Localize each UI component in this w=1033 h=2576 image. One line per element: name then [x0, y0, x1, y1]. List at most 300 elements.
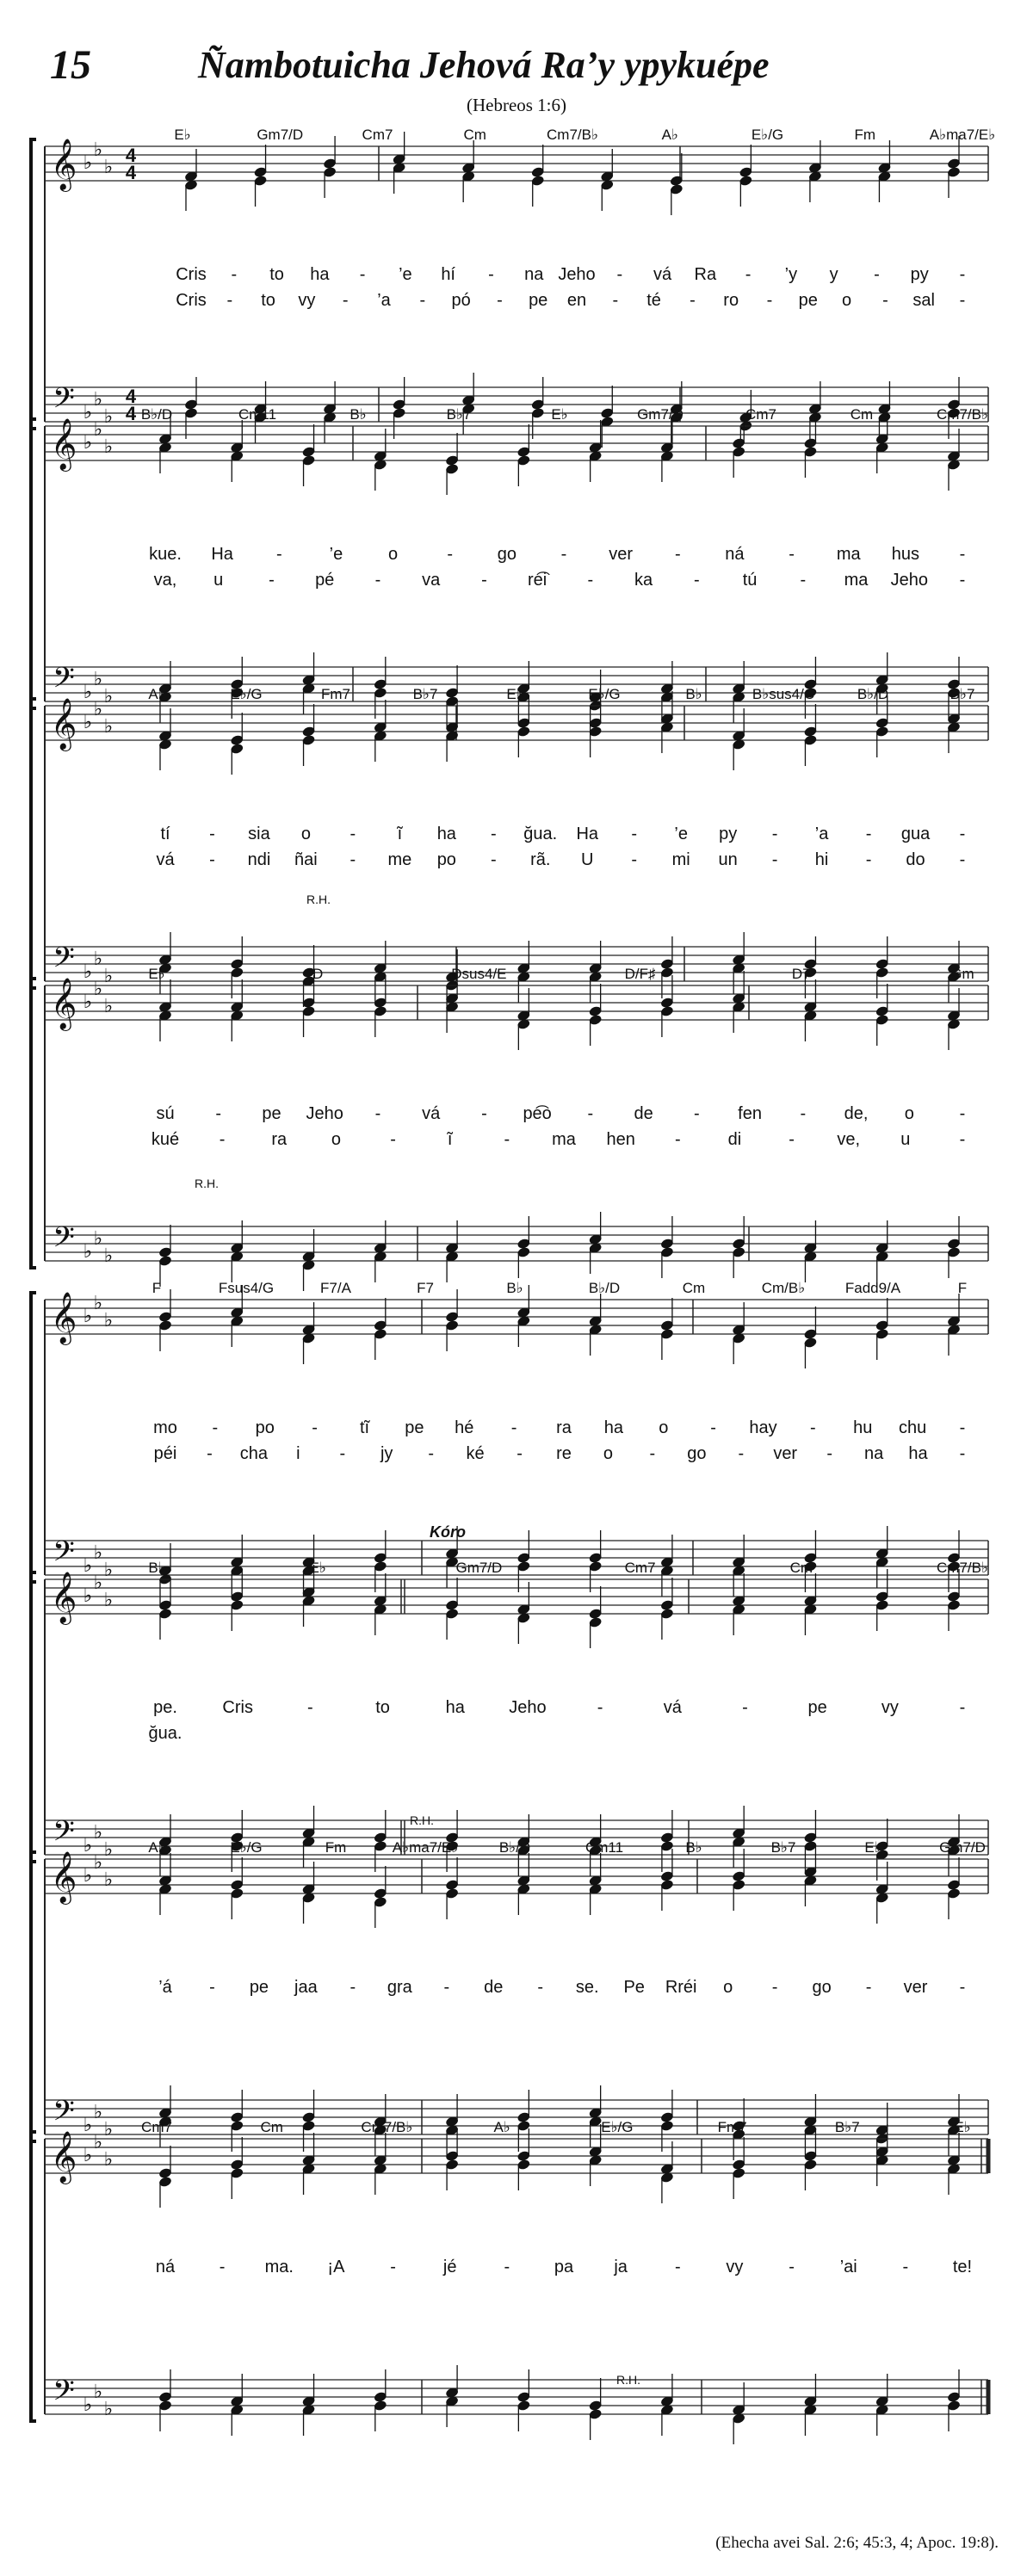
chord-symbol: D/F♯	[624, 966, 656, 982]
key-signature-flat-icon: ♭	[93, 388, 103, 410]
key-signature-flat-icon: ♭	[83, 151, 93, 173]
lyric-syllable: vá	[422, 1104, 441, 1123]
lyric-syllable: Jeho	[306, 1104, 343, 1123]
lyric-syllable: pe	[405, 1418, 424, 1437]
lyric-syllable: ha	[603, 1418, 623, 1437]
lyric-syllable: -	[342, 291, 349, 310]
lyric-syllable: re	[556, 1444, 572, 1463]
lyric-syllable: ’a	[377, 291, 391, 310]
key-signature-flat-icon: ♭	[103, 1245, 114, 1266]
lyric-syllable: te!	[952, 2258, 973, 2276]
key-signature-flat-icon: ♭	[83, 401, 93, 423]
system-7	[31, 1844, 988, 2165]
key-signature-flat-icon: ♭	[83, 1554, 93, 1576]
lyric-syllable: ğua.	[148, 1724, 182, 1743]
lyric-syllable: hay	[749, 1418, 777, 1437]
lyric-syllable: sú	[156, 1104, 175, 1123]
key-signature-flat-icon: ♭	[83, 711, 93, 732]
lyric-syllable: -	[390, 1130, 396, 1149]
lyric-syllable: o	[331, 1130, 341, 1149]
chord-symbol: Fm	[854, 127, 876, 143]
chord-symbol: Cm	[463, 127, 486, 143]
lyric-syllable: to	[261, 291, 275, 310]
time-signature-bottom: 4	[125, 403, 137, 424]
lyric-syllable: -	[212, 1418, 219, 1437]
lyric-syllable: ğua.	[523, 825, 558, 843]
chord-symbol: Cm11	[238, 406, 277, 423]
chord-symbol: B♭	[349, 406, 367, 423]
lyric-syllable: -	[481, 571, 487, 590]
lyric-syllable: un	[718, 850, 738, 869]
lyric-syllable: -	[959, 1104, 966, 1123]
lyric-syllable: pe	[529, 291, 548, 310]
lyric-syllable: o	[300, 825, 311, 843]
chord-symbol: B♭	[685, 1839, 702, 1856]
lyric-syllable: -	[339, 1444, 346, 1463]
key-signature-flat-icon: ♭	[103, 1309, 114, 1331]
key-signature-flat-icon: ♭	[83, 2144, 93, 2165]
lyric-syllable: Ha	[576, 825, 599, 843]
lyric-syllable: vá	[156, 850, 175, 869]
bass-clef-icon: 𝄢	[53, 2375, 75, 2413]
lyric-syllable: Jeho	[509, 1698, 547, 1717]
lyric-syllable: di	[727, 1130, 742, 1149]
lyric-syllable: ndi	[247, 850, 271, 869]
chord-symbol: Cm	[682, 1280, 706, 1296]
lyric-syllable: -	[209, 850, 215, 869]
lyric-syllable: péi	[153, 1444, 177, 1463]
lyric-syllable: -	[587, 571, 594, 590]
lyric-syllable: -	[800, 571, 807, 590]
lyric-syllable: tí	[160, 825, 170, 843]
lyric-syllable: ’e	[674, 825, 688, 843]
lyric-syllable: o	[842, 291, 852, 310]
lyric-syllable: ¡A	[327, 2258, 345, 2276]
lyric-syllable: -	[275, 545, 282, 564]
lyric-syllable: -	[447, 545, 454, 564]
lyric-syllable: -	[616, 265, 623, 284]
lyric-syllable: u	[213, 571, 224, 590]
key-signature-flat-icon: ♭	[83, 681, 93, 702]
lyric-syllable: de	[634, 1104, 653, 1123]
chord-symbol: D	[312, 966, 324, 982]
hymn-title: Ñambotuicha Jehová Ra’y ypykuépe	[198, 44, 770, 86]
lyric-syllable: -	[490, 850, 497, 869]
chord-symbol: Cm7/B♭	[937, 1560, 988, 1576]
chord-symbol: E♭/G	[230, 1839, 263, 1856]
key-signature-flat-icon: ♭	[103, 1559, 114, 1580]
hymn-number: 15	[50, 42, 91, 88]
lyric-syllable: ha	[310, 265, 330, 284]
lyric-syllable: -	[742, 1698, 748, 1717]
chord-symbol: Gm7/D	[455, 1560, 503, 1576]
lyric-syllable: jaa	[294, 1978, 318, 1997]
chord-symbol: E♭/G	[751, 127, 784, 143]
lyric-syllable: pe͡o	[523, 1104, 552, 1123]
lyric-syllable: -	[826, 1444, 833, 1463]
chord-symbol: A♭	[661, 127, 678, 143]
key-signature-flat-icon: ♭	[83, 1305, 93, 1326]
chord-symbol: B♭7	[770, 1839, 796, 1856]
lyric-syllable: -	[587, 1104, 594, 1123]
lyric-syllable: i	[296, 1444, 300, 1463]
lyric-syllable: -	[865, 1978, 872, 1997]
key-signature-flat-icon: ♭	[83, 991, 93, 1012]
key-signature-flat-icon: ♭	[103, 2118, 114, 2140]
chord-symbol: A♭	[148, 686, 165, 702]
bass-clef-icon: 𝄢	[53, 942, 75, 980]
key-signature-flat-icon: ♭	[103, 1869, 114, 1890]
lyric-syllable: po	[436, 850, 456, 869]
lyric-syllable: -	[693, 571, 700, 590]
chord-symbol: E♭	[506, 686, 523, 702]
lyric-syllable: -	[800, 1104, 807, 1123]
lyric-syllable: Cris	[176, 291, 207, 310]
lyric-syllable: en	[566, 291, 587, 310]
chord-symbol: E♭	[148, 966, 165, 982]
lyric-syllable: de,	[844, 1104, 869, 1123]
lyric-syllable: -	[959, 1444, 966, 1463]
chord-symbol: E♭/G	[230, 686, 263, 702]
lyric-syllable: me	[387, 850, 412, 869]
lyric-syllable: -	[865, 825, 872, 843]
chord-symbol: E♭/G	[588, 686, 621, 702]
lyric-syllable: -	[745, 265, 752, 284]
lyric-syllable: Jeho	[558, 265, 596, 284]
right-hand-marking: R.H.	[616, 2373, 640, 2387]
lyric-syllable: ver	[903, 1978, 928, 1997]
lyric-syllable: ná	[155, 2258, 176, 2276]
lyric-syllable: Cris	[176, 265, 207, 284]
lyric-syllable: ver	[609, 545, 634, 564]
chord-symbol: B♭	[148, 1560, 165, 1576]
chord-symbol: F7/A	[320, 1280, 351, 1296]
bass-clef-icon: 𝄢	[53, 663, 75, 701]
lyric-syllable: -	[443, 1978, 450, 1997]
lyric-syllable: o	[388, 545, 399, 564]
lyric-syllable: pe	[798, 291, 818, 310]
key-signature-flat-icon: ♭	[83, 961, 93, 982]
lyric-syllable: o	[659, 1418, 669, 1437]
lyric-syllable: -	[490, 825, 497, 843]
lyric-syllable: pe	[262, 1104, 281, 1123]
lyric-syllable: -	[959, 1418, 966, 1437]
lyric-syllable: -	[349, 1978, 356, 1997]
chord-symbol: B♭sus4/C	[752, 686, 815, 702]
lyric-syllable: -	[959, 291, 966, 310]
chord-symbol: E♭/G	[601, 2119, 634, 2135]
system-bracket	[31, 2132, 36, 2421]
lyric-syllable: ma	[836, 545, 861, 564]
lyric-syllable: na	[524, 265, 544, 284]
lyric-syllable: hu	[853, 1418, 873, 1437]
system-bracket	[31, 979, 36, 1268]
lyric-syllable: jy	[380, 1444, 393, 1463]
chord-symbol: Gm7/D	[637, 406, 684, 423]
lyric-syllable: -	[959, 850, 966, 869]
chord-symbol: B♭/D	[498, 1839, 531, 1856]
lyric-syllable: -	[959, 1130, 966, 1149]
lyric-syllable: U	[581, 850, 594, 869]
system-bracket	[31, 139, 36, 429]
lyric-syllable: hus	[891, 545, 919, 564]
lyric-syllable: Jeho	[890, 571, 928, 590]
lyric-syllable: -	[612, 291, 619, 310]
key-signature-flat-icon: ♭	[93, 668, 103, 689]
right-hand-marking: R.H.	[195, 1177, 219, 1190]
chord-symbol: B♭7	[834, 2119, 860, 2135]
chord-symbol: B♭	[685, 686, 702, 702]
chord-symbol: Cm7/B♭	[937, 406, 988, 423]
lyric-syllable: to	[269, 265, 284, 284]
lyric-syllable: -	[504, 2258, 510, 2276]
system-bracket	[31, 699, 36, 988]
chord-symbol: Fadd9/A	[844, 1280, 901, 1296]
chord-symbol: Gm	[950, 966, 974, 982]
chord-symbol: Fm	[325, 1839, 347, 1856]
lyric-syllable: go	[812, 1978, 832, 1997]
key-signature-flat-icon: ♭	[93, 948, 103, 969]
lyric-syllable: -	[789, 2258, 795, 2276]
chord-symbol: Fm7	[321, 686, 350, 702]
lyric-syllable: -	[219, 2258, 226, 2276]
chord-symbol: A♭ma7/E♭	[392, 1839, 459, 1856]
scripture-reference: (Hebreos 1:6)	[466, 95, 567, 115]
lyric-syllable: -	[959, 1978, 966, 1997]
key-signature-flat-icon: ♭	[93, 1851, 103, 1873]
lyric-syllable: ’á	[158, 1978, 172, 1997]
key-signature-flat-icon: ♭	[103, 1589, 114, 1610]
treble-clef-icon: 𝄞	[50, 979, 77, 1029]
lyric-syllable: Rréi	[665, 1978, 697, 1997]
lyric-syllable: de	[484, 1978, 504, 1997]
lyric-syllable: vy	[298, 291, 316, 310]
chord-symbol: F	[152, 1280, 162, 1296]
lyric-syllable: -	[374, 1104, 381, 1123]
lyric-syllable: jé	[442, 2258, 457, 2276]
chord-symbol: Fm7	[717, 2119, 747, 2135]
lyric-syllable: hé	[455, 1418, 474, 1437]
lyric-syllable: tĩ	[359, 1418, 370, 1437]
chord-symbol: Cm/B♭	[761, 1280, 806, 1296]
lyric-syllable: ja	[614, 2258, 628, 2276]
lyric-syllable: -	[874, 265, 880, 284]
lyric-syllable: py	[719, 825, 738, 843]
lyric-syllable: u	[900, 1130, 911, 1149]
lyric-syllable: té	[646, 291, 661, 310]
key-signature-flat-icon: ♭	[93, 1227, 103, 1249]
lyric-syllable: -	[390, 2258, 396, 2276]
lyric-syllable: -	[307, 1698, 313, 1717]
key-signature-flat-icon: ♭	[93, 978, 103, 999]
lyric-syllable: hen	[606, 1130, 635, 1149]
lyric-syllable: tú	[742, 571, 758, 590]
chord-symbol: B♭7	[949, 686, 975, 702]
lyric-syllable: ver	[773, 1444, 798, 1463]
lyric-syllable: -	[882, 291, 888, 310]
lyric-syllable: -	[209, 825, 215, 843]
lyric-syllable: -	[865, 850, 872, 869]
system-8	[31, 2124, 988, 2444]
bass-clef-icon: 𝄢	[53, 1536, 75, 1574]
bass-clef-icon: 𝄢	[53, 1816, 75, 1854]
lyric-syllable: ro	[723, 291, 739, 310]
system-bracket	[31, 1852, 36, 2141]
lyric-syllable: -	[631, 825, 638, 843]
lyric-syllable: sal	[912, 291, 935, 310]
chord-symbol: Cm7/B♭	[547, 127, 598, 143]
lyric-syllable: rã.	[530, 850, 551, 869]
chord-symbol: Cm7	[141, 2119, 172, 2135]
lyric-syllable: -	[597, 1698, 603, 1717]
lyric-syllable: ma	[552, 1130, 576, 1149]
key-signature-flat-icon: ♭	[83, 431, 93, 453]
lyric-syllable: mo	[153, 1418, 177, 1437]
lyric-syllable: -	[349, 850, 356, 869]
lyric-syllable: ma.	[264, 2258, 294, 2276]
chord-symbol: E♭	[954, 2119, 971, 2135]
lyric-syllable: mi	[671, 850, 690, 869]
lyric-syllable: -	[481, 1104, 487, 1123]
lyric-syllable: pe.	[153, 1698, 177, 1717]
key-signature-flat-icon: ♭	[103, 2398, 114, 2419]
lyric-syllable: -	[674, 1130, 681, 1149]
chord-symbol: Cm	[260, 2119, 283, 2135]
bass-clef-icon: 𝄢	[53, 2096, 75, 2134]
chorus-marking: Kóro	[430, 1523, 466, 1541]
lyric-syllable: -	[312, 1418, 318, 1437]
lyric-syllable: -	[738, 1444, 745, 1463]
key-signature-flat-icon: ♭	[93, 2101, 103, 2122]
lyric-syllable: -	[488, 265, 494, 284]
lyric-syllable: -	[209, 1978, 215, 1997]
lyric-syllable: to	[375, 1698, 390, 1717]
lyric-syllable: -	[516, 1444, 523, 1463]
lyric-syllable: pó	[451, 291, 471, 310]
time-signature-top: 4	[125, 386, 137, 407]
lyric-syllable: Pe	[623, 1978, 645, 1997]
key-signature-flat-icon: ♭	[103, 2148, 114, 2170]
lyric-syllable: ha	[445, 1698, 465, 1717]
lyric-syllable: ’ai	[839, 2258, 857, 2276]
lyric-syllable: kue.	[149, 545, 182, 564]
chord-symbol: Dsus4/E	[451, 966, 507, 982]
lyric-syllable: -	[693, 1104, 700, 1123]
key-signature-flat-icon: ♭	[83, 2394, 93, 2415]
lyric-syllable: gua	[900, 825, 931, 843]
key-signature-flat-icon: ♭	[103, 685, 114, 707]
key-signature-flat-icon: ♭	[103, 1838, 114, 1860]
key-signature-flat-icon: ♭	[93, 418, 103, 440]
key-signature-flat-icon: ♭	[103, 405, 114, 427]
lyric-syllable: -	[631, 850, 638, 869]
lyric-syllable: hi	[814, 850, 829, 869]
system-bracket	[31, 419, 36, 708]
lyric-syllable: pe	[249, 1978, 269, 1997]
chord-symbol: Cm7	[624, 1560, 656, 1576]
lyric-syllable: pa	[554, 2258, 574, 2276]
lyric-syllable: ra	[271, 1130, 288, 1149]
lyric-syllable: go	[497, 545, 516, 564]
lyric-syllable: -	[215, 1104, 222, 1123]
chord-symbol: Fsus4/G	[218, 1280, 275, 1296]
key-signature-flat-icon: ♭	[103, 156, 114, 177]
key-signature-flat-icon: ♭	[83, 1585, 93, 1606]
lyric-syllable: -	[789, 1130, 795, 1149]
lyric-syllable: cha	[239, 1444, 269, 1463]
lyric-syllable: ra	[556, 1418, 572, 1437]
lyric-syllable: ka	[634, 571, 653, 590]
lyric-syllable: -	[690, 291, 696, 310]
lyric-syllable: -	[504, 1130, 510, 1149]
lyric-syllable: -	[959, 545, 966, 564]
system-bracket	[31, 1293, 36, 1582]
key-signature-flat-icon: ♭	[103, 436, 114, 457]
key-signature-flat-icon: ♭	[93, 698, 103, 720]
lyric-syllable: -	[207, 1444, 213, 1463]
chord-symbol: Cm7	[745, 406, 776, 423]
lyric-syllable: -	[560, 545, 567, 564]
key-signature-flat-icon: ♭	[93, 1821, 103, 1843]
lyric-syllable: -	[771, 825, 778, 843]
lyric-syllable: -	[349, 825, 356, 843]
lyric-syllable: -	[959, 825, 966, 843]
lyric-syllable: re͡i	[528, 571, 547, 590]
treble-clef-icon: 𝄞	[50, 1293, 77, 1343]
chord-symbol: B♭	[506, 1280, 523, 1296]
lyric-syllable: -	[674, 545, 681, 564]
lyric-syllable: po	[255, 1418, 275, 1437]
key-signature-flat-icon: ♭	[103, 715, 114, 737]
right-hand-marking: R.H.	[410, 1813, 434, 1827]
chord-symbol: Gm7/D	[939, 1839, 986, 1856]
lyric-syllable: -	[510, 1418, 517, 1437]
key-signature-flat-icon: ♭	[103, 995, 114, 1016]
lyric-syllable: va,	[153, 571, 177, 590]
chord-symbol: B♭/D	[857, 686, 889, 702]
lyric-syllable: go	[687, 1444, 707, 1463]
chord-symbol: E♭	[864, 1839, 881, 1856]
lyric-syllable: -	[810, 1418, 816, 1437]
bass-clef-icon: 𝄢	[53, 383, 75, 421]
lyric-syllable: ĩ	[397, 825, 403, 843]
chord-symbol: Cm7	[362, 127, 393, 143]
key-signature-flat-icon: ♭	[93, 1292, 103, 1313]
lyric-syllable: -	[537, 1978, 544, 1997]
lyric-syllable: ve,	[837, 1130, 861, 1149]
lyric-syllable: -	[419, 291, 426, 310]
lyric-syllable: vá	[653, 265, 672, 284]
chord-symbol: F7	[417, 1280, 434, 1296]
lyric-syllable: ’e	[399, 265, 412, 284]
treble-clef-icon: 𝄞	[50, 419, 77, 469]
lyric-syllable: pe	[807, 1698, 827, 1717]
lyric-syllable: fen	[738, 1104, 762, 1123]
lyric-syllable: o	[904, 1104, 914, 1123]
chord-symbol: B♭7	[446, 406, 472, 423]
lyric-syllable: -	[649, 1444, 656, 1463]
lyric-syllable: -	[959, 571, 966, 590]
lyric-syllable: na	[863, 1444, 884, 1463]
lyric-syllable: se.	[575, 1978, 599, 1997]
key-signature-flat-icon: ♭	[93, 1541, 103, 1563]
lyric-syllable: do	[906, 850, 925, 869]
lyric-syllable: ñai	[294, 850, 318, 869]
chord-symbol: E♭	[551, 406, 568, 423]
treble-clef-icon: 𝄞	[50, 1852, 77, 1902]
lyric-syllable: -	[710, 1418, 716, 1437]
lyric-syllable: ha	[908, 1444, 928, 1463]
